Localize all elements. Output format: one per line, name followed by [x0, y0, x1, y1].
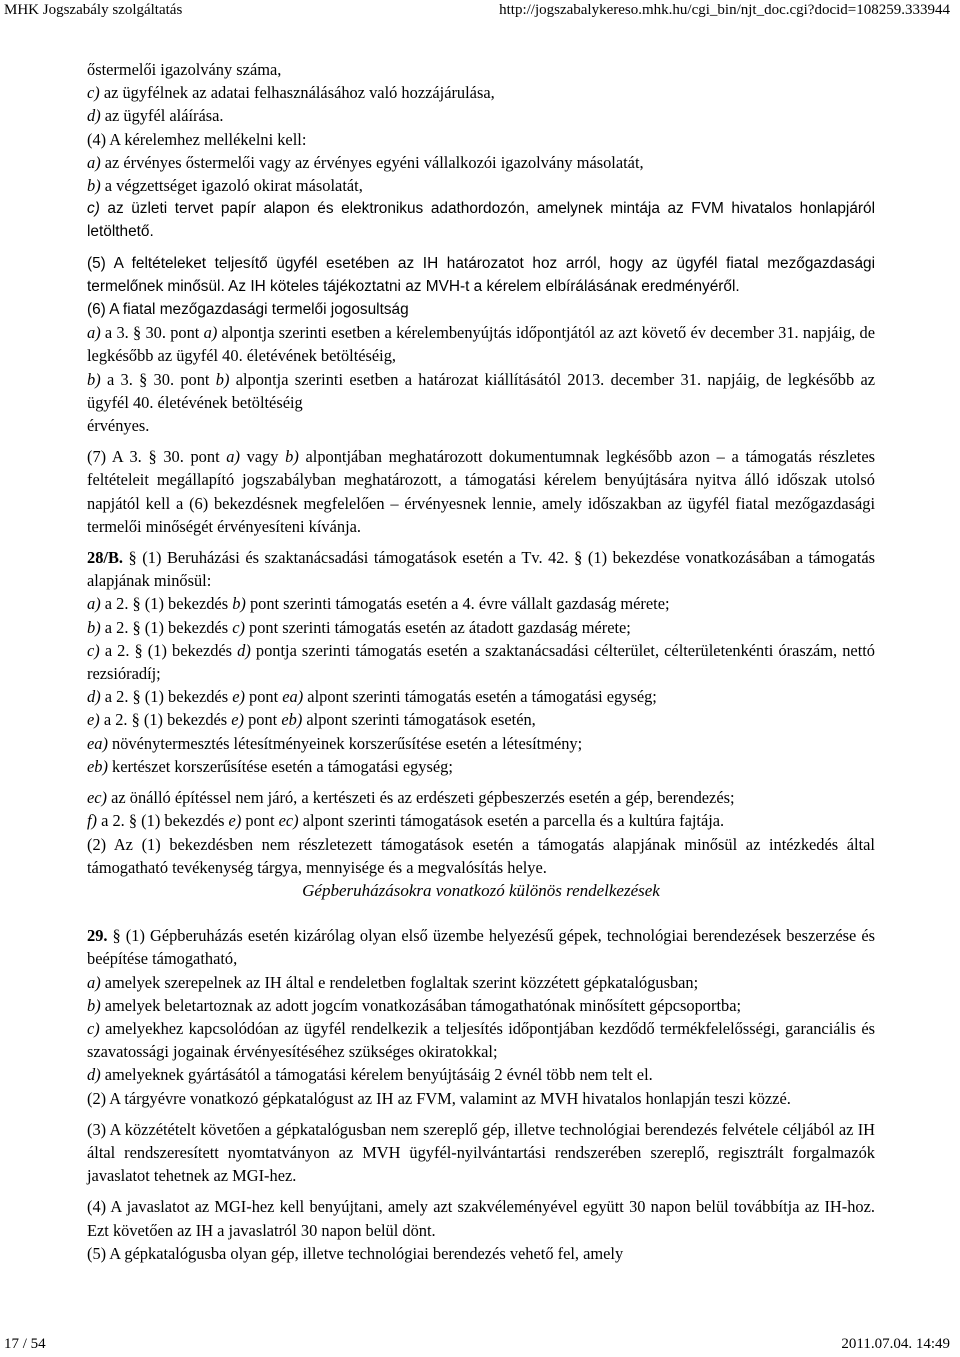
- text-line: e) a 2. § (1) bekezdés e) pont eb) alpont szerinti támogatások esetén,: [87, 710, 536, 730]
- text-line: ea) növénytermesztés létesítményeinek korszerűsítése esetén a létesítmény;: [87, 733, 583, 753]
- text-line: b) a 2. § (1) bekezdés c) pont szerinti támogatás esetén az átadott gazdaság mérete;: [87, 617, 631, 637]
- text-line: (4) A kérelemhez mellékelni kell:: [87, 129, 307, 149]
- text-line: d) az ügyfél aláírása.: [87, 106, 224, 126]
- header-source: MHK Jogszabály szolgáltatás: [4, 2, 183, 18]
- text-paragraph: (7) A 3. § 30. pont a) vagy b) alpontjában meghatározott dokumentumnak legkésőbb azon – a támogatás részletes feltételeit megállapító jogszabályban meghatározott, a támogatási kérelem benyújtására nyitva álló időszak utolsó napjától kell a (6) bekezdésnek megfelelően – érvényesnek lennie, amely időszakban az ügyfél fiatal mezőgazdasági termelői minőségét érvényesíteni kívánja.: [87, 447, 876, 536]
- section-29: 29. § (1) Gépberuházás esetén kizárólag olyan első üzembe helyezésű gépek, technológiai berendezések beszerzése és beépítése támogatható,: [87, 926, 875, 969]
- document-body: [87, 58, 875, 1265]
- text-paragraph: (2) Az (1) bekezdésben nem részletezett támogatások esetén a támogatás alapjának minősül az intézkedés által támogatható tevékenység tárgya, mennyisége és a megvalósítás helye.: [87, 834, 875, 877]
- text-line: b) a végzettséget igazoló okirat másolatát,: [87, 176, 363, 196]
- section-heading: Gépberuházásokra vonatkozó különös rendelkezések: [302, 880, 660, 900]
- text-line: ec) az önálló építéssel nem járó, a kertészeti és az erdészeti gépbeszerzés esetén a gép, berendezés;: [87, 788, 735, 808]
- section-28b: 28/B. § (1) Beruházási és szaktanácsadási támogatások esetén a Tv. 42. § (1) bekezdése vonatkozásában a támogatás alapjának minősül:: [87, 548, 875, 591]
- text-line: eb) kertészet korszerűsítése esetén a támogatási egység;: [87, 756, 453, 776]
- text-paragraph: c) az üzleti tervet papír alapon és elektronikus adathordozón, amelynek mintája az FVM hivatalos honlapjáról letölthető.: [87, 200, 875, 241]
- text-line: d) a 2. § (1) bekezdés e) pont ea) alpont szerinti támogatás esetén a támogatási egység;: [87, 687, 657, 707]
- page-number: 17 / 54: [4, 1336, 46, 1352]
- text-line: f) a 2. § (1) bekezdés e) pont ec) alpont szerinti támogatások esetén a parcella és a kultúra fajtája.: [87, 811, 725, 831]
- text-paragraph: c) a 2. § (1) bekezdés d) pontja szerinti támogatás esetén a szaktanácsadási célterület, célterületenkénti óraszám, nettó rezsióradíj;: [87, 640, 875, 684]
- text-line: a) az érvényes őstermelői vagy az érvényes egyéni vállalkozói igazolvány másolatát,: [87, 152, 644, 172]
- footer-datetime: 2011.07.04. 14:49: [841, 1336, 950, 1352]
- text-line: (6) A fiatal mezőgazdasági termelői jogosultság: [87, 301, 409, 319]
- text-paragraph: b) a 3. § 30. pont b) alpontja szerinti esetben a határozat kiállításától 2013. december 31. napjáig, de legkésőbb az ügyfél 40. életévének betöltéséig: [87, 369, 875, 412]
- text-paragraph: (4) A javaslatot az MGI-hez kell benyújtani, amely azt szakvéleményével együtt 30 napon belül továbbítja az IH-hoz. Ezt követően az IH a javaslatról 30 napon belül dönt.: [87, 1197, 875, 1240]
- text-line: a) a 2. § (1) bekezdés b) pont szerinti támogatás esetén a 4. évre vállalt gazdaság mérete;: [87, 594, 670, 614]
- page-header: [4, 2, 950, 22]
- text-line: d) amelyeknek gyártásától a támogatási kérelem benyújtásáig 2 évnél több nem telt el.: [87, 1065, 653, 1085]
- text-paragraph: (2) A tárgyévre vonatkozó gépkatalógust az IH az FVM, valamint az MVH hivatalos honlapján teszi közzé.: [87, 1088, 791, 1108]
- text-paragraph: (3) A közzétételt követően a gépkatalógusban nem szereplő gép, illetve technológiai berendezés felvétele céljából az IH által rendszeresített nyomtatványon az MVH ügyfél-nyilvántartási rendszerében szereplő, regisztrált forgalmazók javaslatot tehetnek az MGI-hez.: [87, 1119, 875, 1186]
- text-line: őstermelői igazolvány száma,: [87, 60, 282, 79]
- text-paragraph: a) a 3. § 30. pont a) alpontja szerinti esetben a kérelembenyújtás időpontjától az azt követő év december 31. napjáig, de legkésőbb az ügyfél 40. életévének betöltéséig,: [87, 323, 875, 366]
- text-line: érvényes.: [87, 416, 150, 436]
- text-paragraph: c) amelyekhez kapcsolódóan az ügyfél rendelkezik a teljesítés időpontjában kezdődő termékfelelősségi, garanciális és szavatossági jogainak érvényesítéséhez szükséges okiratokkal;: [87, 1018, 875, 1062]
- header-url[interactable]: http://jogszabalykereso.mhk.hu/cgi_bin/njt_doc.cgi?docid=108259.333944: [499, 2, 950, 18]
- text-line: a) amelyek szerepelnek az IH által e rendeletben foglaltak szerint közzétett gépkatalógusban;: [87, 972, 699, 992]
- text-line: (5) A gépkatalógusba olyan gép, illetve technológiai berendezés vehető fel, amely: [87, 1243, 624, 1263]
- text-paragraph: (5) A feltételeket teljesítő ügyfél esetében az IH határozatot hoz arról, hogy az ügyfél fiatal mezőgazdasági termelőnek minősül. Az IH köteles tájékoztatni az MVH-t a kérelem elbírálásának eredményéről.: [87, 254, 875, 295]
- page-footer: [4, 1333, 950, 1353]
- text-line: b) amelyek beletartoznak az adott jogcím vonatkozásában támogathatónak minősített gépcsoportba;: [87, 995, 742, 1015]
- text-line: c) az ügyfélnek az adatai felhasználásához való hozzájárulása,: [87, 83, 495, 103]
